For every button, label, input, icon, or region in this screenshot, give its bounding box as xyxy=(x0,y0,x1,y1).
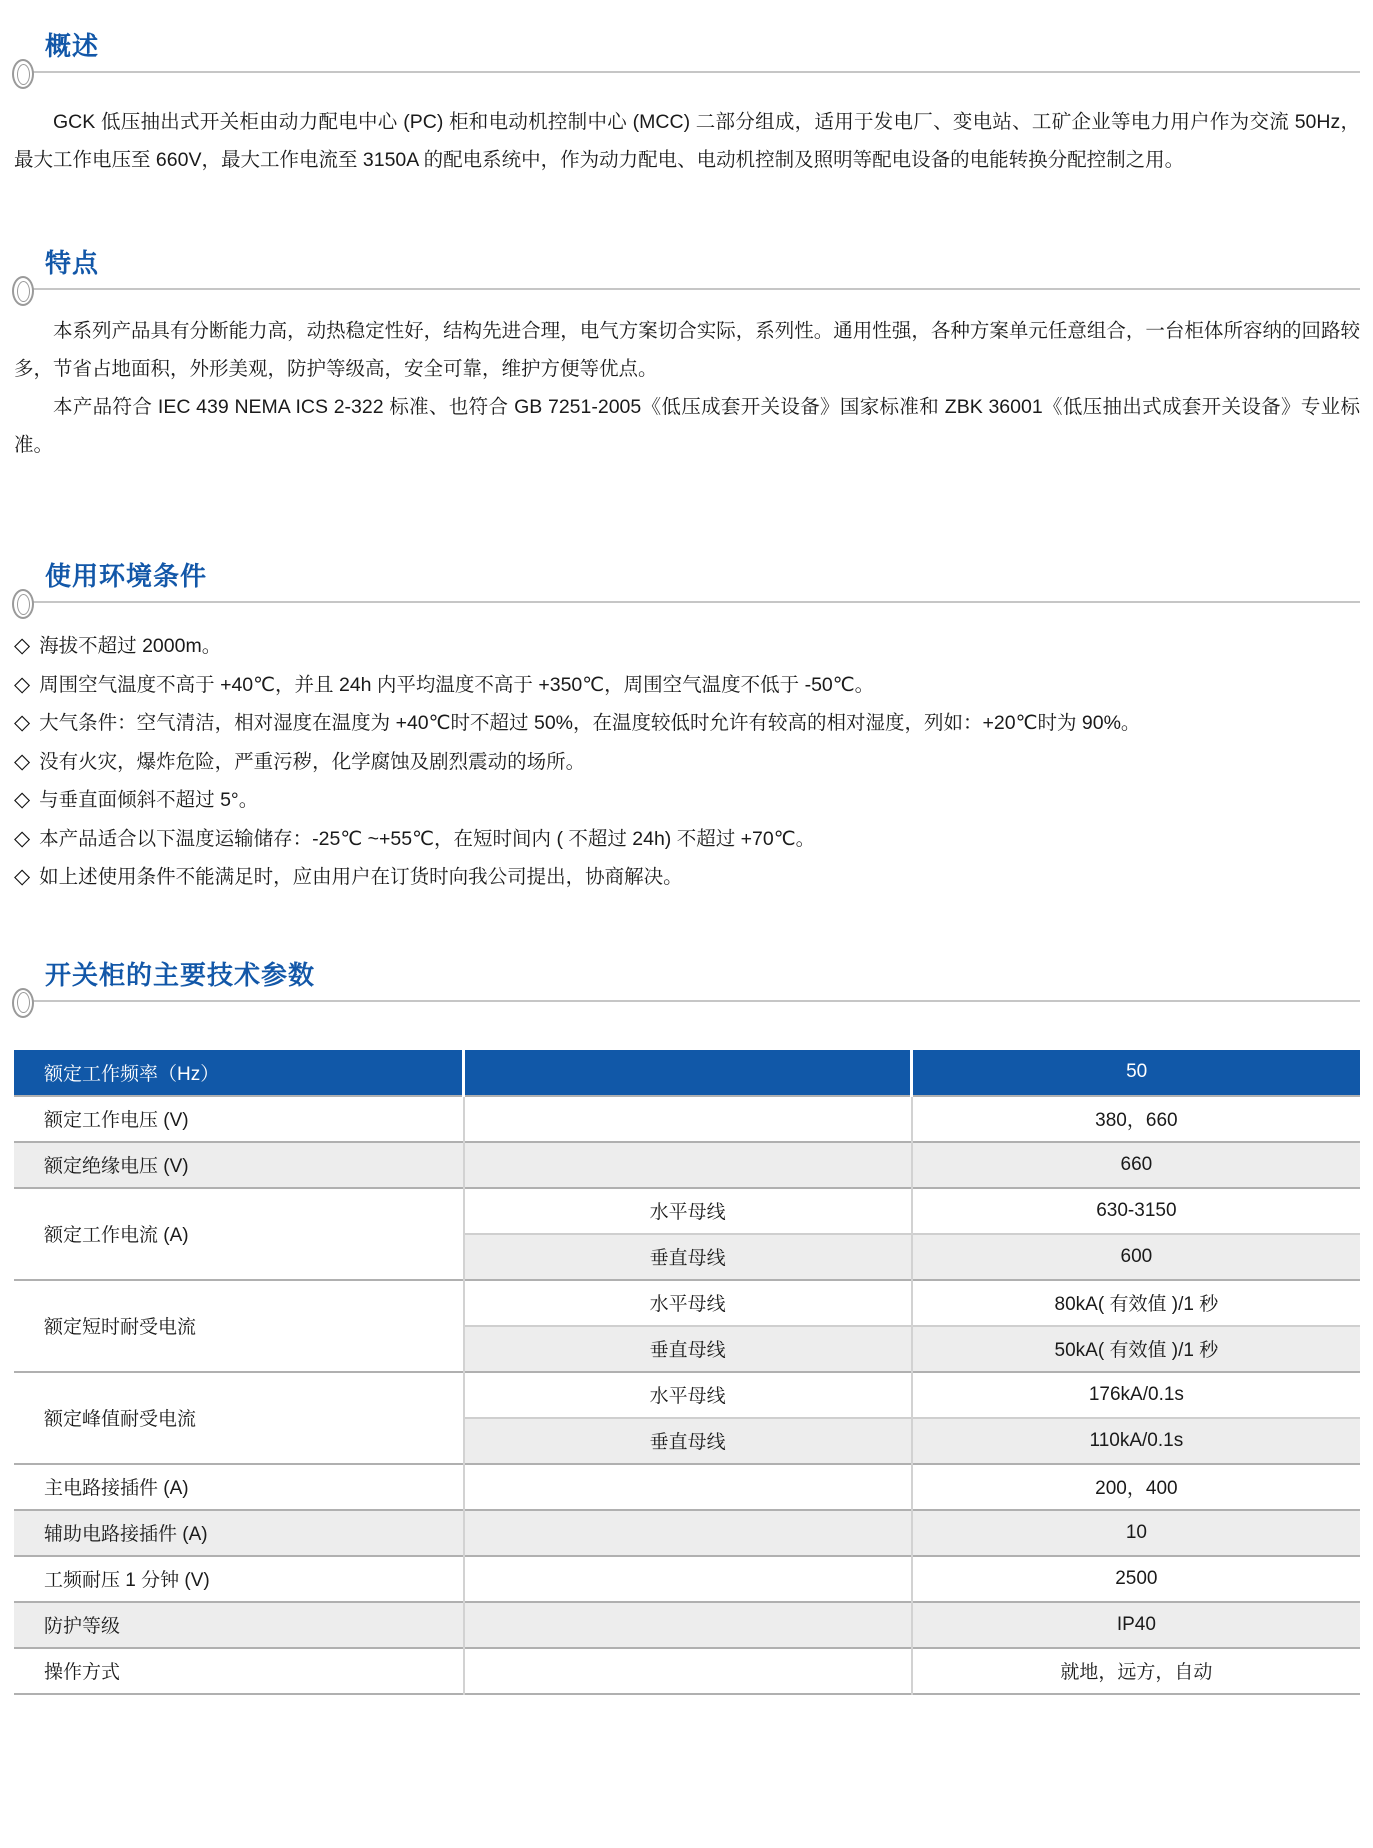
param-label: 操作方式 xyxy=(14,1648,464,1694)
ring-icon xyxy=(12,59,34,89)
list-item-text: 本产品适合以下温度运输储存：-25℃ ~+55℃，在短时间内 ( 不超过 24h) 不超过 +70℃。 xyxy=(39,827,816,850)
technical-parameters-table xyxy=(14,1050,1360,1695)
ring-inner-icon xyxy=(17,594,30,615)
list-item xyxy=(14,820,1360,859)
param-sub: 水平母线 xyxy=(464,1188,912,1234)
diamond-bullet-icon: ◇ xyxy=(14,826,31,850)
param-sub xyxy=(464,1142,912,1188)
param-label: 额定工作电压 (V) xyxy=(14,1096,464,1142)
ring-inner-icon xyxy=(17,281,30,302)
table-row xyxy=(14,1096,1360,1142)
section-header-environment xyxy=(14,556,1360,603)
section-title-overview: 概述 xyxy=(45,31,100,61)
environment-conditions-list xyxy=(14,627,1360,897)
table-row xyxy=(14,1510,1360,1556)
list-item-text: 海拔不超过 2000m。 xyxy=(39,635,222,657)
list-item xyxy=(14,627,1360,666)
param-label: 额定峰值耐受电流 xyxy=(14,1372,464,1464)
list-item-text: 如上述使用条件不能满足时，应由用户在订货时向我公司提出，协商解决。 xyxy=(39,866,683,888)
diamond-bullet-icon: ◇ xyxy=(14,634,31,657)
diamond-bullet-icon: ◇ xyxy=(14,788,31,811)
ring-icon xyxy=(12,589,34,619)
list-item-text: 没有火灾，爆炸危险，严重污秽，化学腐蚀及剧烈震动的场所。 xyxy=(39,750,586,773)
param-sub xyxy=(464,1510,912,1556)
param-value: 200，400 xyxy=(912,1464,1360,1510)
param-value: 50kA( 有效值 )/1 秒 xyxy=(912,1326,1360,1372)
param-label: 额定绝缘电压 (V) xyxy=(14,1142,464,1188)
param-sub xyxy=(464,1648,912,1694)
param-sub xyxy=(464,1464,912,1510)
section-header-parameters xyxy=(14,955,1360,1002)
table-row xyxy=(14,1142,1360,1188)
section-rule xyxy=(30,288,1360,290)
param-sub xyxy=(464,1556,912,1602)
header-cell-label: 额定工作频率（Hz） xyxy=(14,1050,464,1096)
param-value: 600 xyxy=(912,1234,1360,1280)
param-value: 10 xyxy=(912,1510,1360,1556)
diamond-bullet-icon: ◇ xyxy=(14,865,31,888)
table-row xyxy=(14,1188,1360,1234)
section-header-features xyxy=(14,243,1360,290)
param-sub xyxy=(464,1096,912,1142)
param-value: 630-3150 xyxy=(912,1188,1360,1234)
param-value: 就地，远方，自动 xyxy=(912,1648,1360,1694)
param-label: 辅助电路接插件 (A) xyxy=(14,1510,464,1556)
ring-icon xyxy=(12,988,34,1018)
ring-inner-icon xyxy=(17,64,30,85)
section-title-features: 特点 xyxy=(45,248,100,278)
param-label: 主电路接插件 (A) xyxy=(14,1464,464,1510)
header-cell-value: 50 xyxy=(912,1050,1360,1096)
list-item xyxy=(14,743,1360,782)
param-sub: 水平母线 xyxy=(464,1280,912,1326)
ring-icon xyxy=(12,276,34,306)
table-row xyxy=(14,1280,1360,1326)
param-value: 176kA/0.1s xyxy=(912,1372,1360,1418)
param-value: 110kA/0.1s xyxy=(912,1418,1360,1464)
param-value: 80kA( 有效值 )/1 秒 xyxy=(912,1280,1360,1326)
table-row xyxy=(14,1464,1360,1510)
table-row xyxy=(14,1648,1360,1694)
param-sub: 垂直母线 xyxy=(464,1234,912,1280)
table-row xyxy=(14,1372,1360,1418)
list-item xyxy=(14,858,1360,897)
param-sub: 垂直母线 xyxy=(464,1326,912,1372)
ring-inner-icon xyxy=(17,992,30,1013)
section-title-environment: 使用环境条件 xyxy=(45,561,208,591)
diamond-bullet-icon: ◇ xyxy=(14,749,31,773)
header-cell-sub xyxy=(464,1050,912,1096)
list-item xyxy=(14,666,1360,705)
list-item-text: 与垂直面倾斜不超过 5°。 xyxy=(39,789,259,811)
section-rule xyxy=(30,1000,1360,1002)
param-label: 工频耐压 1 分钟 (V) xyxy=(14,1556,464,1602)
section-rule xyxy=(30,601,1360,603)
param-value: 660 xyxy=(912,1142,1360,1188)
section-rule xyxy=(30,71,1360,73)
param-label: 额定短时耐受电流 xyxy=(14,1280,464,1372)
list-item-text: 周围空气温度不高于 +40℃，并且 24h 内平均温度不高于 +350℃，周围空气温度不低于 -50℃。 xyxy=(39,673,875,696)
list-item xyxy=(14,781,1360,820)
table-row xyxy=(14,1602,1360,1648)
table-row xyxy=(14,1556,1360,1602)
param-sub: 垂直母线 xyxy=(464,1418,912,1464)
param-label: 额定工作电流 (A) xyxy=(14,1188,464,1280)
param-sub: 水平母线 xyxy=(464,1372,912,1418)
overview-paragraph: GCK 低压抽出式开关柜由动力配电中心 (PC) 柜和电动机控制中心 (MCC) 二部分组成，适用于发电厂、变电站、工矿企业等电力用户作为交流 50Hz，最大工作电压至 660V，最大工作电流至 3150A 的配电系统中，作为动力配电、电动机控制及照明等配电设备的电能转换分配控制之用。 xyxy=(14,111,1360,171)
features-paragraph-2: 本产品符合 IEC 439 NEMA ICS 2-322 标准、也符合 GB 7251-2005《低压成套开关设备》国家标准和 ZBK 36001《低压抽出式成套开关设备》专业标准。 xyxy=(14,396,1360,456)
param-label: 防护等级 xyxy=(14,1602,464,1648)
list-item xyxy=(14,704,1360,743)
section-title-parameters: 开关柜的主要技术参数 xyxy=(45,959,316,990)
section-header-overview xyxy=(14,26,1360,73)
diamond-bullet-icon: ◇ xyxy=(14,672,31,696)
list-item-text: 大气条件：空气清洁，相对湿度在温度为 +40℃时不超过 50%，在温度较低时允许有较高的相对湿度，列如：+20℃时为 90%。 xyxy=(39,712,1141,734)
table-header-row xyxy=(14,1050,1360,1096)
param-value: 2500 xyxy=(912,1556,1360,1602)
param-value: 380，660 xyxy=(912,1096,1360,1142)
features-paragraph-1: 本系列产品具有分断能力高，动热稳定性好，结构先进合理，电气方案切合实际，系列性。通用性强，各种方案单元任意组合，一台柜体所容纳的回路较多，节省占地面积，外形美观，防护等级高，安全可靠，维护方便等优点。 xyxy=(14,320,1360,380)
diamond-bullet-icon: ◇ xyxy=(14,711,31,734)
param-value: IP40 xyxy=(912,1602,1360,1648)
param-sub xyxy=(464,1602,912,1648)
